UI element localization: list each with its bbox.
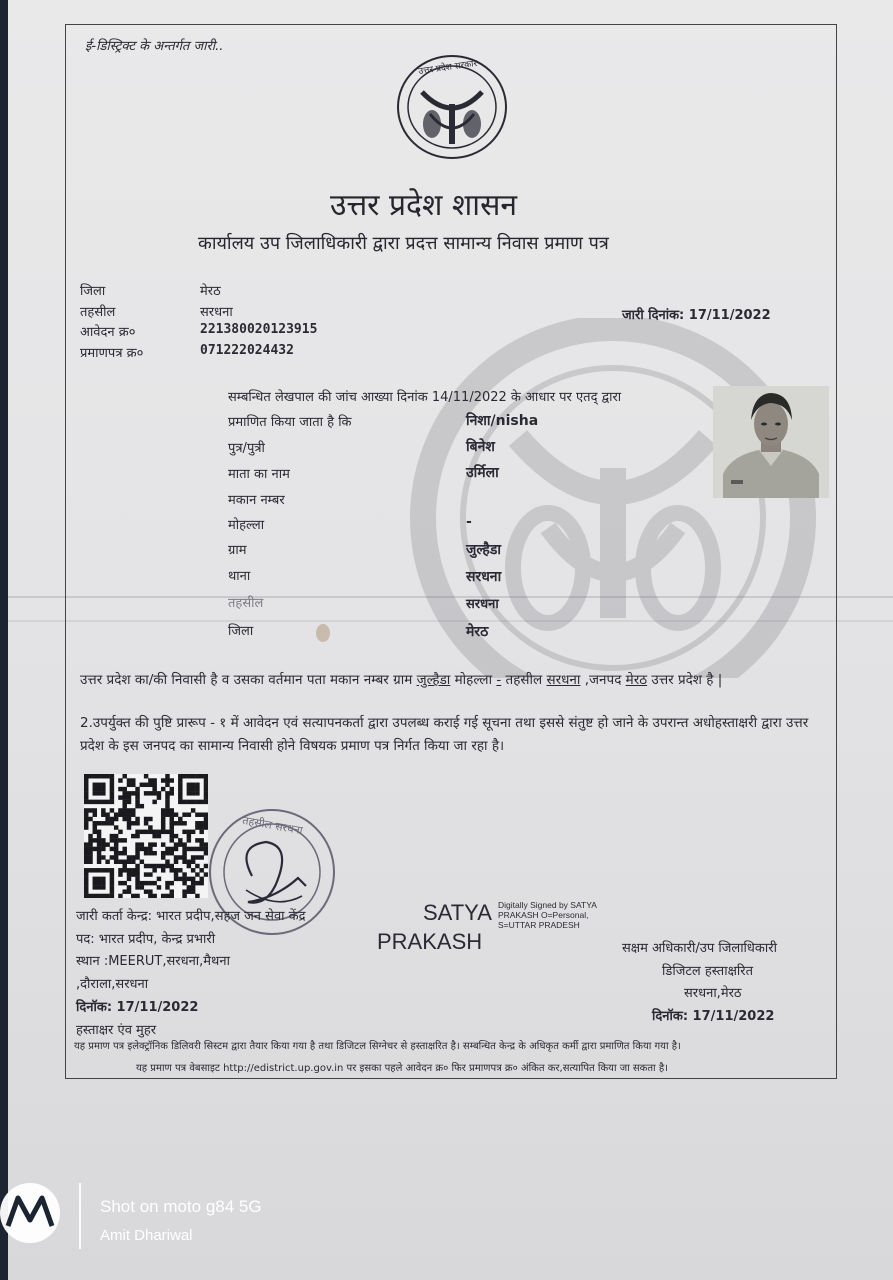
document-title: उत्तर प्रदेश शासन <box>330 188 518 223</box>
motorola-logo <box>0 1178 64 1248</box>
field-label-tehsil: तहसील <box>228 596 264 611</box>
issuer-designation: पद: भारत प्रदीप, केन्द्र प्रभारी <box>76 932 216 947</box>
watermark-divider <box>79 1183 81 1249</box>
authority-digital-signed: डिजिटल हस्ताक्षरित <box>662 964 753 979</box>
detail-label-certificate-no: प्रमाणपत्र क्र० <box>80 346 144 361</box>
confirmation-statement: 2.उपर्युक्त की पुष्टि प्रारूप - १ में आवेदन एवं सत्यापनकर्ता द्वारा उपलब्ध कराई गई सूचना तथा इससे संतुष्ट हो जाने के उपरान्त अधोहस्ताक्षरी द्वारा उत्तर प्रदेश के इस जनपद का सामान्य निवासी होने विषयक प्रमाण पत्र निर्गत किया जा रहा है। <box>80 715 809 754</box>
detail-value-certificate-no: 071222024432 <box>200 343 294 358</box>
document-subtitle: कार्यालय उप जिलाधिकारी द्वारा प्रदत्त सामान्य निवास प्रमाण पत्र <box>198 233 609 254</box>
field-label-certified-that: प्रमाणित किया जाता है कि <box>228 415 352 430</box>
issuer-location: स्थान :MEERUT,सरधना,मैथना <box>76 954 230 969</box>
footer-note-1: यह प्रमाण पत्र इलेक्ट्रॉनिक डिलिवरी सिस्टम द्वारा तैयार किया गया है तथा डिजिटल सिग्नेचर से हस्ताक्षरित है। सम्बन्धित केन्द्र के अधिकृत कर्मी द्वारा प्रमाणित किया गया है। <box>74 1041 681 1052</box>
field-value-police-station: सरधना <box>466 569 502 585</box>
tehsil-seal: तहसील सरधना <box>206 806 338 938</box>
field-value-parent: बिनेश <box>466 439 495 455</box>
field-label-mohalla: मोहल्ला <box>228 518 265 533</box>
residence-district: मेरठ <box>625 672 648 688</box>
field-label-mother-name: माता का नाम <box>228 467 290 482</box>
detail-label-tehsil: तहसील <box>80 305 116 320</box>
field-value-village: जुल्हैडा <box>466 542 501 558</box>
issuer-center: जारी कर्ता केन्द्र: भारत प्रदीप,सहज जन सेवा केंद्र <box>76 909 306 924</box>
photographer-name: Amit Dhariwal <box>100 1227 193 1244</box>
authority-date: दिनॉक: 17/11/2022 <box>652 1009 775 1024</box>
signature-details: Digitally Signed by SATYA PRAKASH O=Personal, S=UTTAR PRADESH <box>498 900 597 930</box>
camera-model: Shot on moto g84 5G <box>100 1197 262 1216</box>
residence-tehsil: सरधना <box>546 672 581 688</box>
authority-title: सक्षम अधिकारी/उप जिलाधिकारी <box>622 941 777 956</box>
detail-label-application-no: आवेदन क्र० <box>80 325 136 340</box>
issuer-location-2: ,दौराला,सरधना <box>76 977 149 992</box>
signer-name-line2: PRAKASH <box>377 929 483 954</box>
header-note: ई-डिस्ट्रिक्ट के अन्तर्गत जारी.. <box>85 39 224 54</box>
field-label-district: जिला <box>228 624 254 639</box>
detail-value-tehsil: सरधना <box>200 305 233 320</box>
field-value-district: मेरठ <box>466 624 489 640</box>
residence-village: जुल्हैडा <box>416 672 451 688</box>
signer-name-line1: SATYA <box>423 900 492 925</box>
detail-value-district: मेरठ <box>200 284 221 299</box>
issuer-date: दिनॉक: 17/11/2022 <box>76 1000 199 1015</box>
issue-date: जारी दिनांक: 17/11/2022 <box>622 308 771 323</box>
field-label-village: ग्राम <box>228 543 247 558</box>
residence-mohalla: - <box>496 672 502 688</box>
footer-note-2: यह प्रमाण पत्र वेबसाइट http://edistrict.up.gov.in पर इसका पहले आवेदन क्र० फिर प्रमाणपत्र क्र० अंकित कर,सत्यापित किया जा सकता है। <box>136 1063 668 1074</box>
field-value-mohalla: - <box>466 514 472 530</box>
field-value-tehsil: सरधना <box>466 597 499 612</box>
up-government-emblem: उत्तर प्रदेश सरकार <box>396 54 508 160</box>
emblem-watermark <box>398 318 828 678</box>
verification-intro: सम्बन्धित लेखपाल की जांच आख्या दिनांक 14/11/2022 के आधार पर एतद् द्वारा <box>228 390 622 405</box>
field-label-house-number: मकान नम्बर <box>228 493 285 508</box>
field-value-mother-name: उर्मिला <box>466 465 499 481</box>
residence-statement: उत्तर प्रदेश का/की निवासी है व उसका वर्तमान पता मकान नम्बर ग्राम जुल्हैडा मोहल्ला - तहसील सरधना ,जनपद मेरठ उत्तर प्रदेश है | <box>80 672 723 688</box>
field-label-police-station: थाना <box>228 569 251 584</box>
paper-stain <box>316 624 330 642</box>
authority-place: सरधना,मेरठ <box>684 986 742 1001</box>
field-label-son-daughter: पुत्र/पुत्री <box>228 441 265 456</box>
qr-code <box>84 774 208 898</box>
issuer-signature-label: हस्ताक्षर एंव मुहर <box>76 1023 157 1038</box>
detail-value-application-no: 221380020123915 <box>200 322 318 337</box>
field-value-name: निशा/nisha <box>466 413 539 429</box>
detail-label-district: जिला <box>80 284 106 299</box>
applicant-photo <box>713 386 829 498</box>
